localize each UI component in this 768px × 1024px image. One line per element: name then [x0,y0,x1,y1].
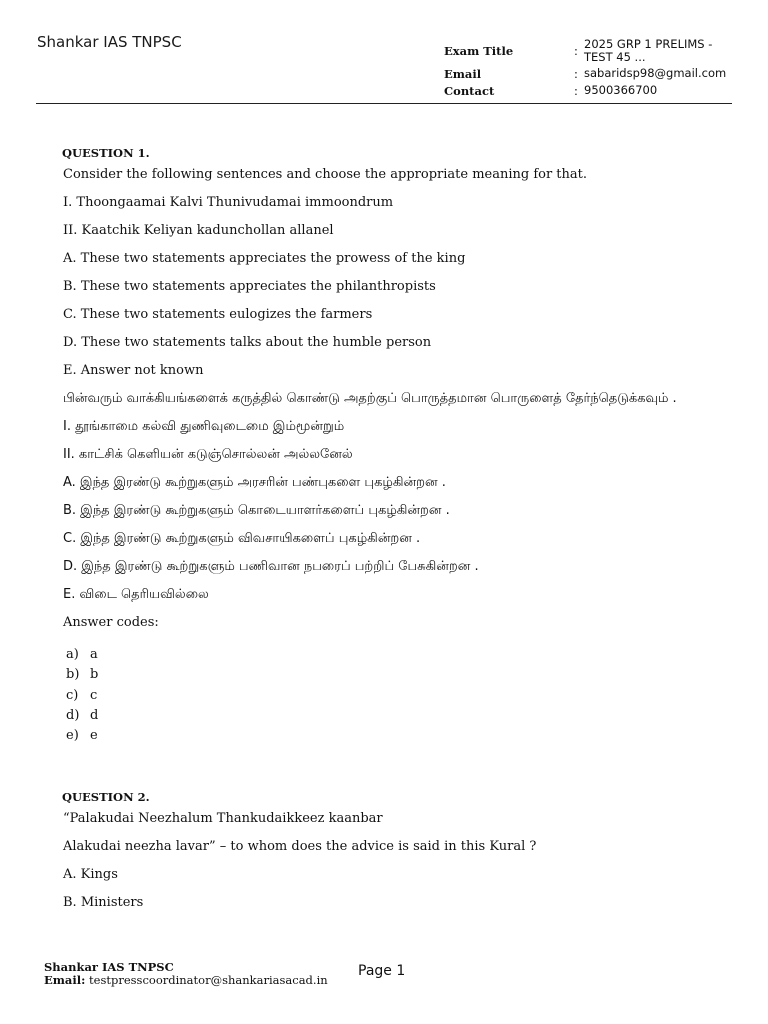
meta-row-contact [444,84,744,98]
footer-email-value: testpresscoordinator@shankariasacad.in [89,973,328,987]
question-text: “Palakudai Neezhalum Thankudaikkeez kaanbar [63,811,383,826]
answer-codes-label: Answer codes: [63,615,159,630]
meta-label: Exam Title [444,44,514,58]
tamil-option-line: B. இந்த இரண்டு கூற்றுகளும் கொடையாளர்களைப் புகழ்கின்றன . [63,503,450,518]
question-text: Alakudai neezha lavar” – to whom does the advice is said in this Kural ? [63,839,537,854]
meta-label: Contact [444,84,495,99]
answer-code-item [66,665,723,685]
question-heading: QUESTION 1. [62,146,150,160]
footer-email-label: Email: [44,973,86,987]
answer-code-item [66,726,723,746]
answer-code-key: a) [66,647,79,662]
answer-code-key: c) [66,687,79,703]
option-line: C. These two statements eulogizes the farmers [63,307,373,322]
question-text: Consider the following sentences and choose the appropriate meaning for that. [63,167,588,182]
page-footer [44,961,328,987]
option-line: B. These two statements appreciates the philanthropists [63,279,436,294]
meta-label: Email [444,67,482,82]
answer-code-value: a [90,647,98,662]
option-line: B. Ministers [63,895,144,910]
tamil-option-line: A. இந்த இரண்டு கூற்றுகளும் அரசரின் பண்புகளை புகழ்கின்றன . [63,475,446,490]
option-line: A. These two statements appreciates the prowess of the king [63,251,466,266]
tamil-question-text: பின்வரும் வாக்கியங்களைக் கருத்தில் கொண்டு அதற்குப் பொருத்தமான பொருளைத் தேர்ந்தெடுக்கவும் . [63,391,677,406]
footer-brand: Shankar IAS TNPSC [44,960,174,974]
option-line: D. These two statements talks about the humble person [63,335,432,350]
option-line: E. Answer not known [63,363,204,378]
meta-colon: : [574,67,578,82]
statement-line: I. Thoongaamai Kalvi Thunivudamai immoondrum [63,195,394,210]
brand-title: Shankar IAS TNPSC [37,33,182,51]
header-divider [36,103,732,104]
footer-email [44,974,328,987]
answer-code-value: b [90,667,99,683]
answer-code-value: e [90,728,98,744]
exam-title-value: 2025 GRP 1 PRELIMS - TEST 45 ... [584,37,713,65]
answer-code-key: b) [66,667,80,683]
option-line: A. Kings [63,867,118,882]
tamil-statement-line: I. தூங்காமை கல்வி துணிவுடைமை இம்மூன்றும் [63,419,345,434]
question-1 [63,146,723,746]
answer-code-key: d) [66,707,80,723]
tamil-statement-line: II. காட்சிக் கெளியன் கடுஞ்சொல்லன் அல்லனேல் [63,447,353,462]
question-2 [63,790,723,922]
answer-codes-list [66,645,723,746]
answer-code-value: d [90,707,99,723]
question-heading: QUESTION 2. [62,790,150,804]
meta-row-email [444,67,744,81]
answer-code-item [66,686,723,706]
answer-code-item [66,706,723,726]
answer-code-item [66,645,723,665]
meta-colon: : [574,84,578,99]
answer-code-key: e) [66,728,79,744]
tamil-option-line: D. இந்த இரண்டு கூற்றுகளும் பணிவான நபரைப் பற்றிப் பேசுகின்றன . [63,559,479,574]
answer-code-value: c [90,687,98,703]
contact-value: 9500366700 [584,83,658,98]
exam-meta [444,38,744,101]
meta-row-exam-title [444,38,744,64]
meta-colon: : [574,44,578,58]
email-value: sabaridsp98@gmail.com [584,66,727,81]
statement-line: II. Kaatchik Keliyan kadunchollan allanel [63,223,334,238]
tamil-option-line: C. இந்த இரண்டு கூற்றுகளும் விவசாயிகளைப் புகழ்கின்றன . [63,531,421,546]
tamil-option-line: E. விடை தெரியவில்லை [63,587,209,602]
page-number: Page 1 [358,963,406,979]
